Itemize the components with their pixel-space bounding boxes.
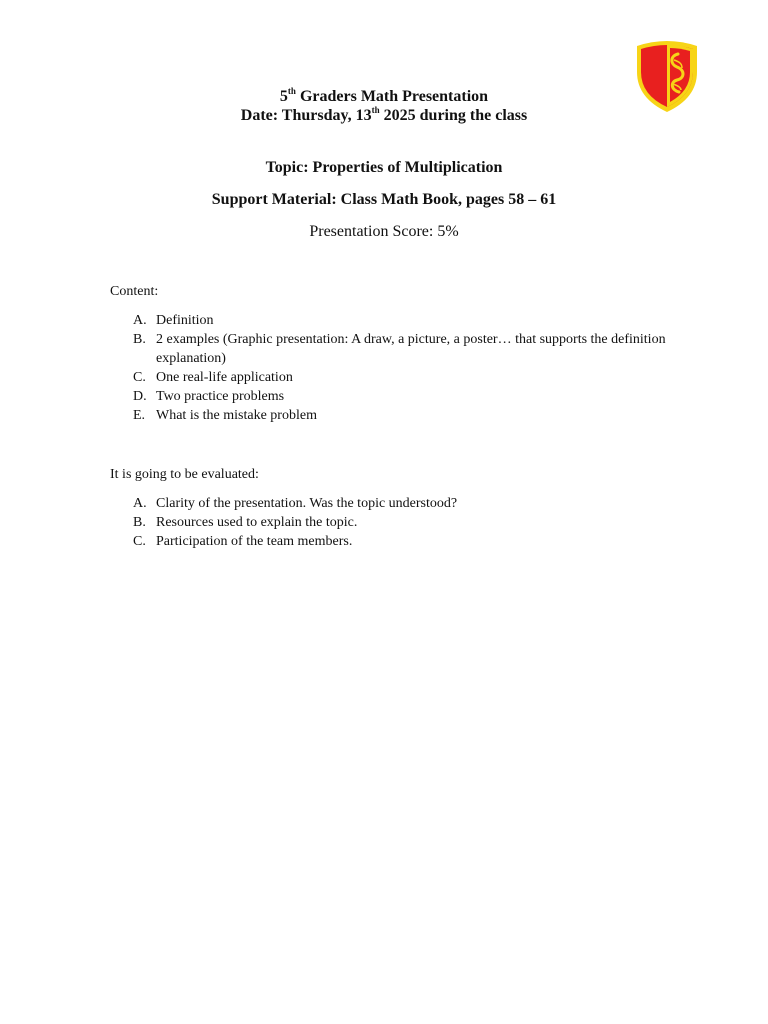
list-marker: C.: [133, 370, 146, 385]
list-item-text: Resources used to explain the topic.: [156, 515, 358, 530]
list-item-text: 2 examples (Graphic presentation: A draw, a picture, a poster… that supports the definition explanation): [156, 332, 666, 366]
list-marker: A.: [133, 496, 147, 511]
list-item: [133, 368, 673, 387]
presentation-score: Presentation Score: 5%: [309, 223, 459, 240]
list-item: [133, 532, 673, 551]
list-marker: C.: [133, 534, 146, 549]
support-material-heading: Support Material: Class Math Book, pages 58 – 61: [211, 191, 557, 208]
list-marker: D.: [133, 389, 147, 404]
presentation-date: Date: Thursday, 13th 2025 during the class: [240, 104, 528, 124]
evaluation-list: [133, 494, 673, 551]
list-item-text: Participation of the team members.: [156, 534, 353, 549]
list-item: [133, 330, 673, 368]
content-list: [133, 311, 673, 425]
list-item-text: Definition: [156, 313, 214, 328]
page-title: 5th Graders Math Presentation: [279, 85, 489, 105]
list-marker: A.: [133, 313, 147, 328]
list-marker: E.: [133, 408, 146, 423]
list-marker: B.: [133, 515, 146, 530]
content-label: Content:: [110, 284, 159, 299]
list-item-text: Two practice problems: [156, 389, 285, 404]
list-item-text: Clarity of the presentation. Was the topic understood?: [156, 496, 458, 511]
evaluation-label: It is going to be evaluated:: [110, 467, 259, 482]
list-item-text: One real-life application: [156, 370, 293, 385]
list-item: [133, 387, 673, 406]
topic-heading: Topic: Properties of Multiplication: [265, 159, 503, 176]
list-item-text: What is the mistake problem: [156, 408, 317, 423]
list-item: [133, 406, 673, 425]
list-marker: B.: [133, 332, 146, 347]
list-item: [133, 494, 673, 513]
list-item: [133, 513, 673, 532]
list-item: [133, 311, 673, 330]
